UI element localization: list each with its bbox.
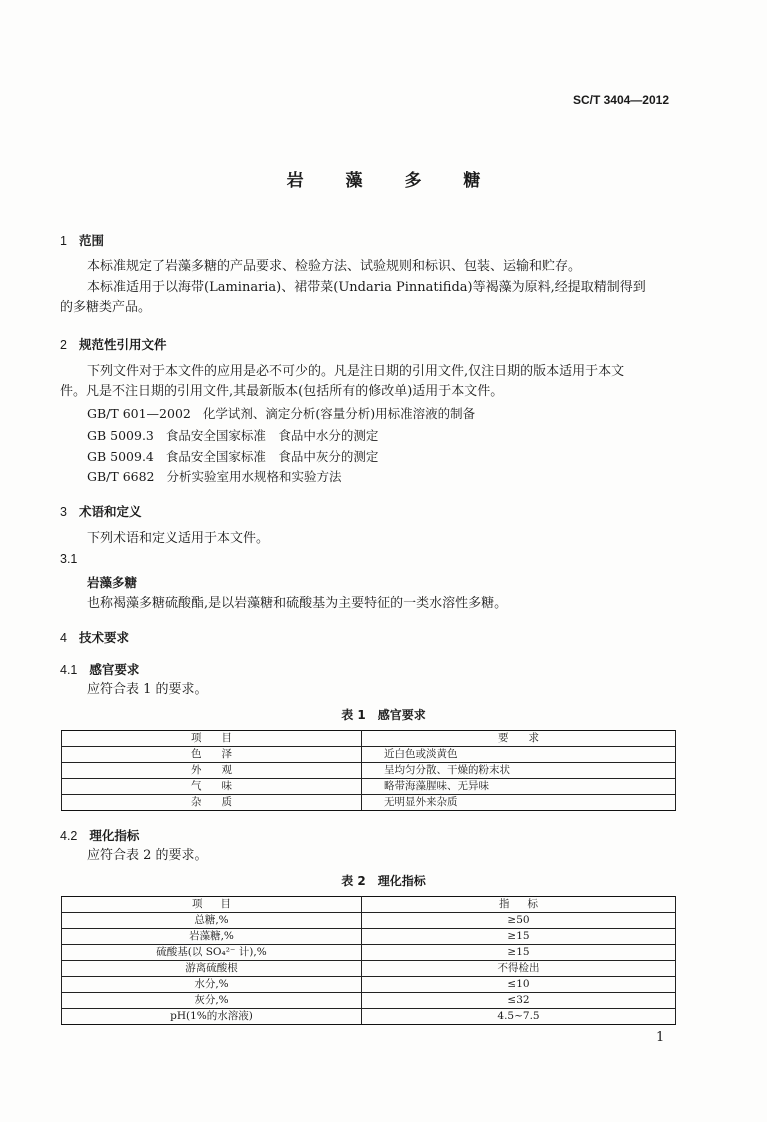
table-cell: 外观 [62,763,362,779]
paragraph-continued: 的多糖类产品。 [60,300,152,315]
subsection-title: 感官要求 [89,662,140,677]
page-number: 1 [656,1030,665,1045]
reference-title: 食品安全国家标准 食品中水分的测定 [165,428,379,443]
table-row [62,961,676,977]
section-3-heading [60,502,141,520]
reference-title: 分析实验室用水规格和实验方法 [166,469,342,484]
standard-code: SC/T 3404—2012 [572,93,669,107]
subsection-4-2-heading [60,826,139,844]
reference-title: 化学试剂、滴定分析(容量分析)用标准溶液的制备 [202,406,476,421]
table-cell: ≥50 [362,913,676,929]
table-cell: 4.5~7.5 [362,1009,676,1025]
reference-title: 食品安全国家标准 食品中灰分的测定 [165,449,379,464]
table-cell: 近白色或淡黄色 [362,747,676,763]
table-cell: 水分,% [62,977,362,993]
normative-reference [87,467,342,485]
term-definition: 也称褐藻多糖硫酸酯,是以岩藻糖和硫酸基为主要特征的一类水溶性多糖。 [87,596,508,611]
section-title: 范围 [78,233,104,248]
table-row [62,929,676,945]
table-header-cell: 指标 [362,897,676,913]
table-cell: 略带海藻腥味、无异味 [362,779,676,795]
table-2-caption: 表 2 理化指标 [341,874,426,888]
section-number: 3 [60,505,67,519]
reference-code: GB/T 6682 [87,469,155,484]
subsection-number: 4.1 [60,663,78,677]
section-2-heading [60,335,166,353]
term: 岩藻多糖 [87,575,138,590]
table-cell: 无明显外来杂质 [362,795,676,811]
subsection-4-1-heading [60,660,139,678]
table-row [62,1009,676,1025]
section-title: 术语和定义 [78,504,142,519]
table-row [62,795,676,811]
table-cell: ≥15 [362,929,676,945]
subsection-number: 3.1 [60,552,78,566]
table-header-row [62,731,676,747]
paragraph: 本标准规定了岩藻多糖的产品要求、检验方法、试验规则和标识、包装、运输和贮存。 [87,259,582,274]
reference-code: GB/T 601—2002 [87,406,191,421]
table-1-caption: 表 1 感官要求 [341,708,426,722]
paragraph: 本标准适用于以海带(Laminaria)、裙带菜(Undaria Pinnatifida)等褐藻为原料,经提取精制得到 [87,280,646,295]
paragraph: 应符合表 1 的要求。 [87,682,208,697]
table-cell: 硫酸基(以 SO₄²⁻ 计),% [62,945,362,961]
section-number: 2 [60,338,67,352]
table-cell: ≤32 [362,993,676,1009]
table-1-sensory [61,730,676,811]
table-cell: 气味 [62,779,362,795]
subsection-number: 4.2 [60,829,78,843]
section-1-heading [60,231,104,249]
table-row [62,945,676,961]
section-4-heading [60,628,129,646]
table-cell: 杂质 [62,795,362,811]
page-title: 岩 藻 多 糖 [286,171,499,191]
table-header-cell: 项目 [62,897,362,913]
paragraph-continued: 件。凡是不注日期的引用文件,其最新版本(包括所有的修改单)适用于本文件。 [60,384,504,399]
table-cell: 游离硫酸根 [62,961,362,977]
table-cell: ≥15 [362,945,676,961]
reference-code: GB 5009.4 [87,449,154,464]
table-cell: 岩藻糖,% [62,929,362,945]
section-title: 规范性引用文件 [78,337,167,352]
table-header-cell: 项目 [62,731,362,747]
section-number: 1 [60,234,67,248]
section-title: 技术要求 [78,630,129,645]
paragraph: 下列文件对于本文件的应用是必不可少的。凡是注日期的引用文件,仅注日期的版本适用于本文 [87,364,625,379]
table-row [62,763,676,779]
table-cell: ≤10 [362,977,676,993]
table-row [62,977,676,993]
table-row [62,747,676,763]
normative-reference [87,426,378,444]
table-2-physicochemical [61,896,676,1025]
paragraph: 应符合表 2 的要求。 [87,848,208,863]
table-cell: 色泽 [62,747,362,763]
table-header-cell: 要求 [362,731,676,747]
paragraph: 下列术语和定义适用于本文件。 [87,531,270,546]
table-cell: 灰分,% [62,993,362,1009]
subsection-title: 理化指标 [89,828,140,843]
section-number: 4 [60,631,67,645]
table-cell: 呈均匀分散、干燥的粉末状 [362,763,676,779]
table-row [62,913,676,929]
table-row [62,779,676,795]
table-row [62,993,676,1009]
table-header-row [62,897,676,913]
table-cell: 不得检出 [362,961,676,977]
table-cell: pH(1%的水溶液) [62,1009,362,1025]
normative-reference [87,447,378,465]
table-cell: 总糖,% [62,913,362,929]
reference-code: GB 5009.3 [87,428,154,443]
normative-reference [87,404,475,422]
